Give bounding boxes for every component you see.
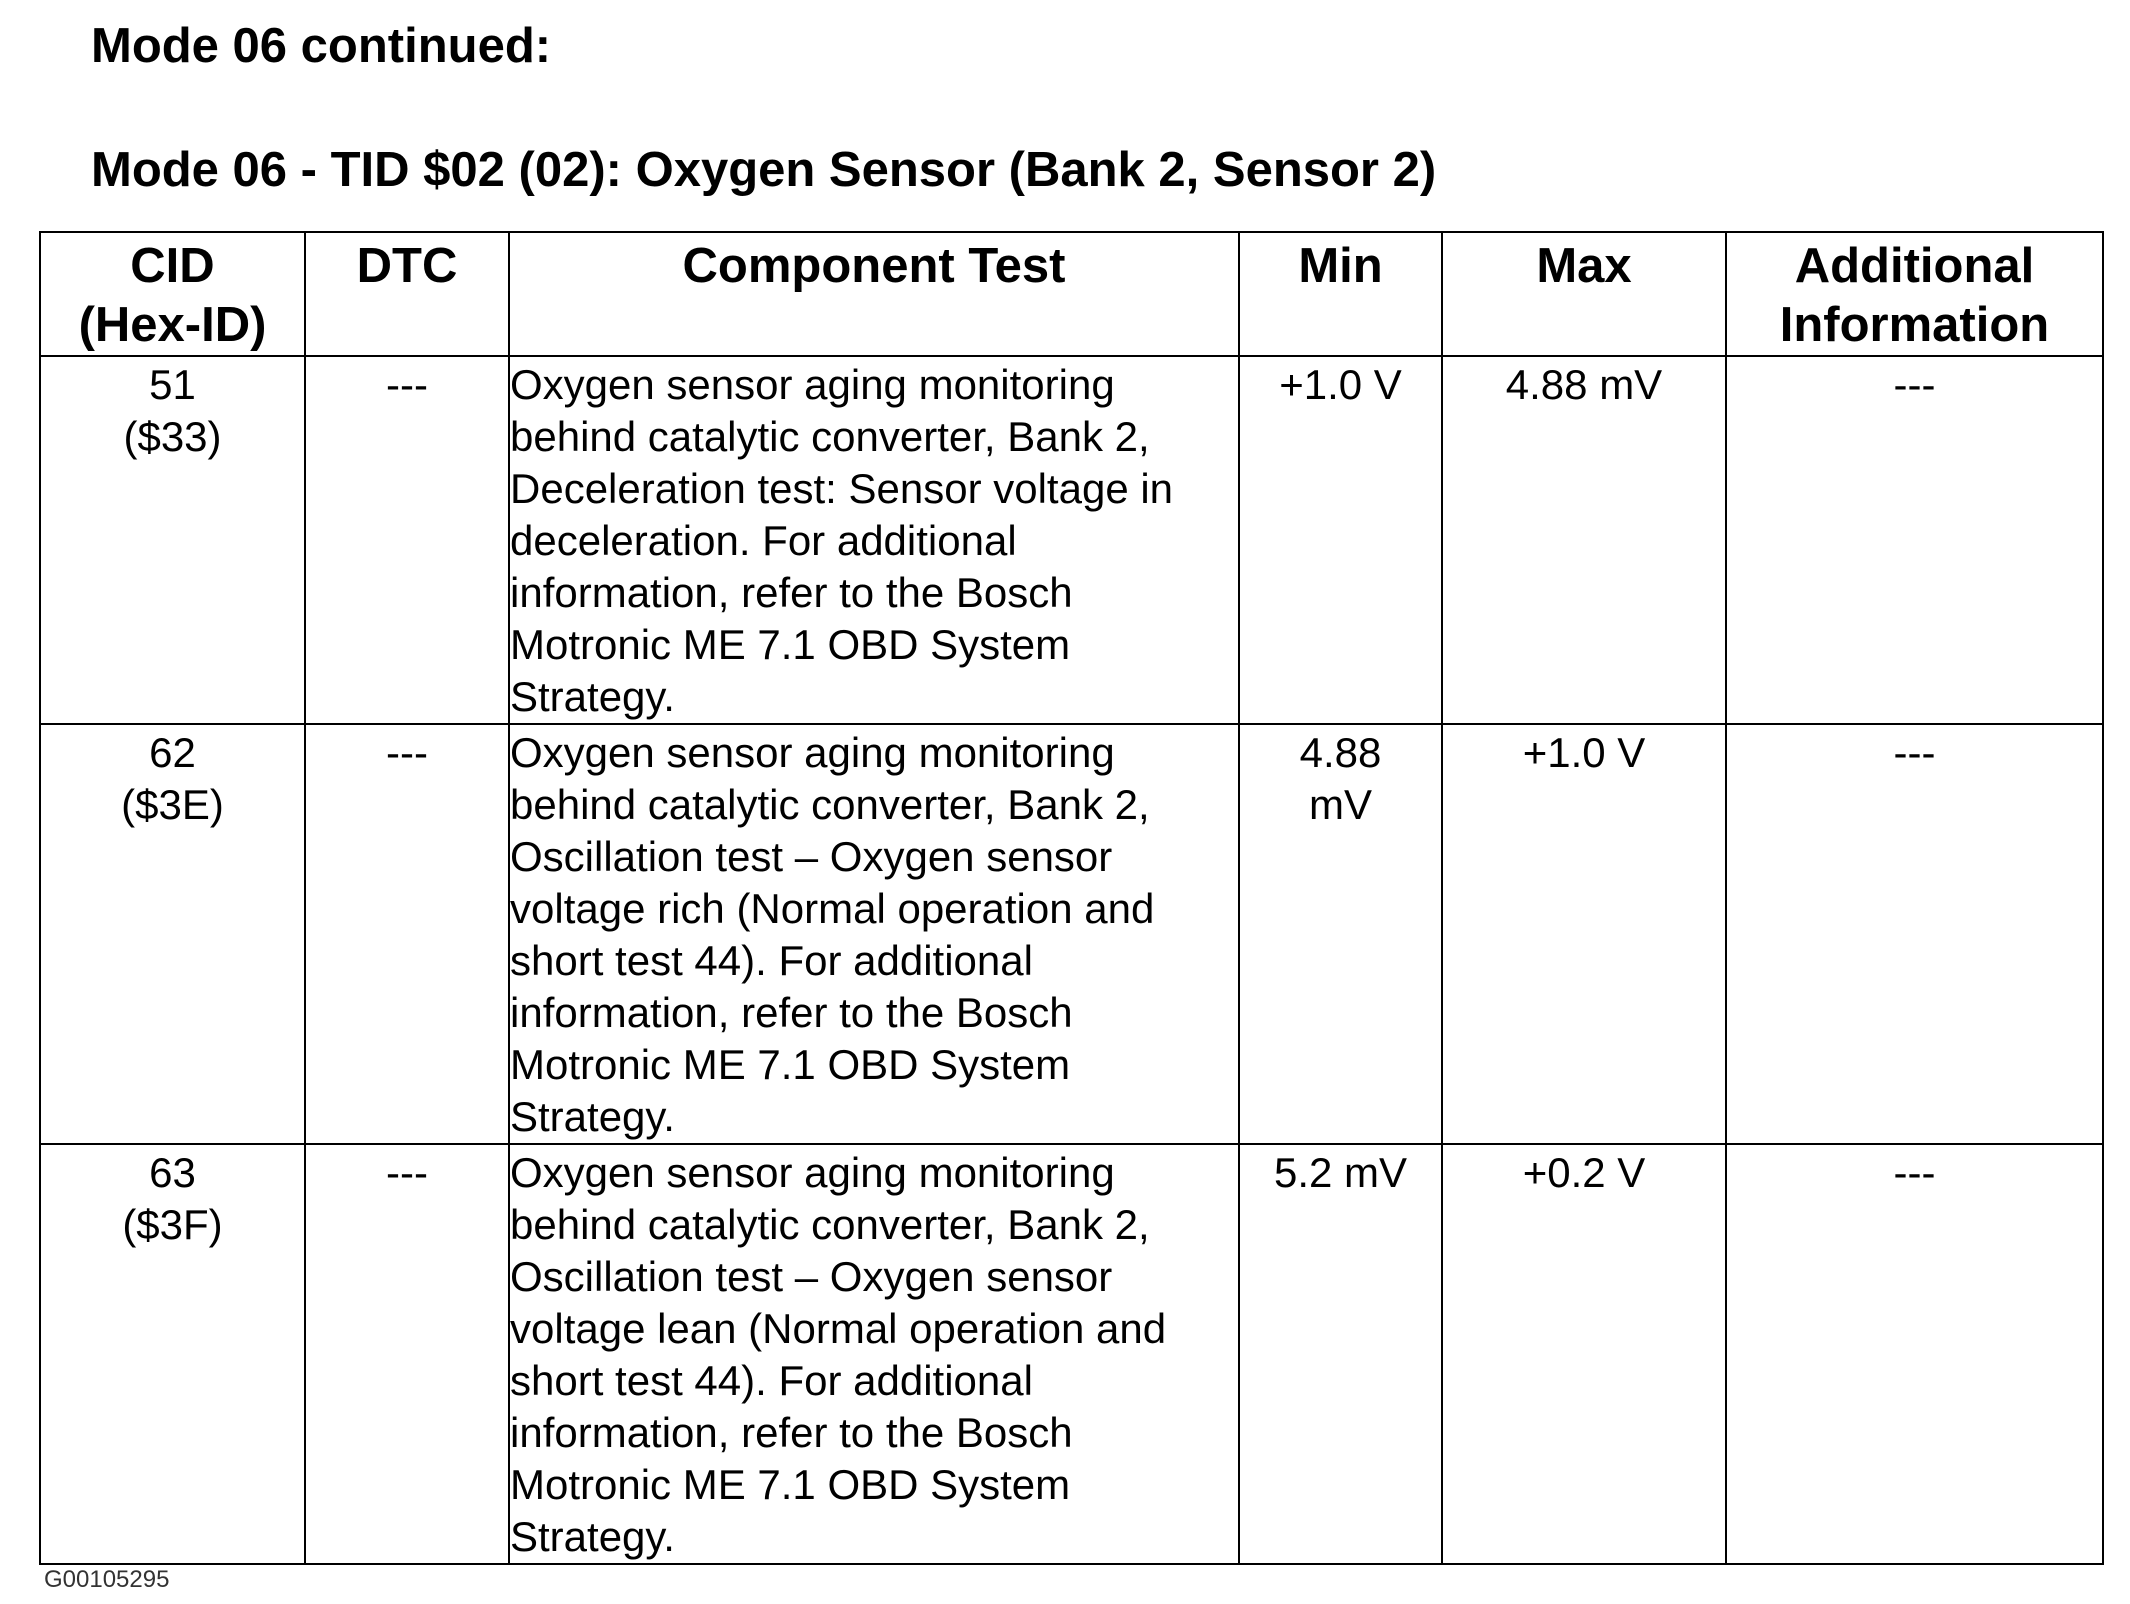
table-row (40, 724, 2103, 1144)
header-cid (40, 232, 305, 356)
component-test-cell: Oxygen sensor aging monitoring behind catalytic converter, Bank 2, Oscillation test – Oxygen sensor voltage rich (Normal operation and short test 44). For additional information, refer to the Bosch Motronic ME 7.1 OBD System Strategy. (509, 724, 1239, 1144)
table-title: Mode 06 - TID $02 (02): Oxygen Sensor (Bank 2, Sensor 2) (91, 143, 1437, 197)
dtc-cell: --- (305, 724, 509, 1144)
cid-hex: ($3F) (122, 1201, 223, 1248)
cid-cell (40, 724, 305, 1144)
header-additional-label: Additional (1794, 239, 2035, 293)
header-information-label: Information (1779, 298, 2050, 352)
dtc-cell: --- (305, 356, 509, 724)
max-cell: +0.2 V (1442, 1144, 1726, 1564)
table-row (40, 1144, 2103, 1564)
cid-hex: ($3E) (121, 781, 224, 828)
additional-info-cell: --- (1726, 1144, 2103, 1564)
component-test-cell: Oxygen sensor aging monitoring behind catalytic converter, Bank 2, Deceleration test: Sensor voltage in deceleration. For additional information, refer to the Bosch Motronic ME 7.1 OBD System Strategy. (509, 356, 1239, 724)
header-min: Min (1239, 232, 1442, 356)
cid-decimal: 62 (149, 729, 196, 776)
additional-info-cell: --- (1726, 724, 2103, 1144)
cid-cell (40, 1144, 305, 1564)
cid-decimal: 51 (149, 361, 196, 408)
min-cell: 5.2 mV (1239, 1144, 1442, 1564)
header-cid-label: CID (130, 239, 215, 293)
table-row (40, 356, 2103, 724)
header-additional-information (1726, 232, 2103, 356)
min-cell: +1.0 V (1239, 356, 1442, 724)
cid-decimal: 63 (149, 1149, 196, 1196)
header-hex-id-label: (Hex-ID) (78, 298, 267, 352)
page-heading: Mode 06 continued: (91, 19, 552, 73)
figure-id: G00105295 (44, 1566, 170, 1593)
mode-06-table (39, 231, 2104, 1565)
min-value: 4.88 mV (1299, 729, 1382, 828)
cid-cell (40, 356, 305, 724)
dtc-cell: --- (305, 1144, 509, 1564)
header-component-test: Component Test (509, 232, 1239, 356)
table-header-row (40, 232, 2103, 356)
additional-info-cell: --- (1726, 356, 2103, 724)
header-dtc: DTC (305, 232, 509, 356)
max-cell: +1.0 V (1442, 724, 1726, 1144)
min-cell (1239, 724, 1442, 1144)
max-cell: 4.88 mV (1442, 356, 1726, 724)
header-max: Max (1442, 232, 1726, 356)
component-test-cell: Oxygen sensor aging monitoring behind catalytic converter, Bank 2, Oscillation test – Oxygen sensor voltage lean (Normal operation and short test 44). For additional information, refer to the Bosch Motronic ME 7.1 OBD System Strategy. (509, 1144, 1239, 1564)
cid-hex: ($33) (123, 413, 222, 460)
